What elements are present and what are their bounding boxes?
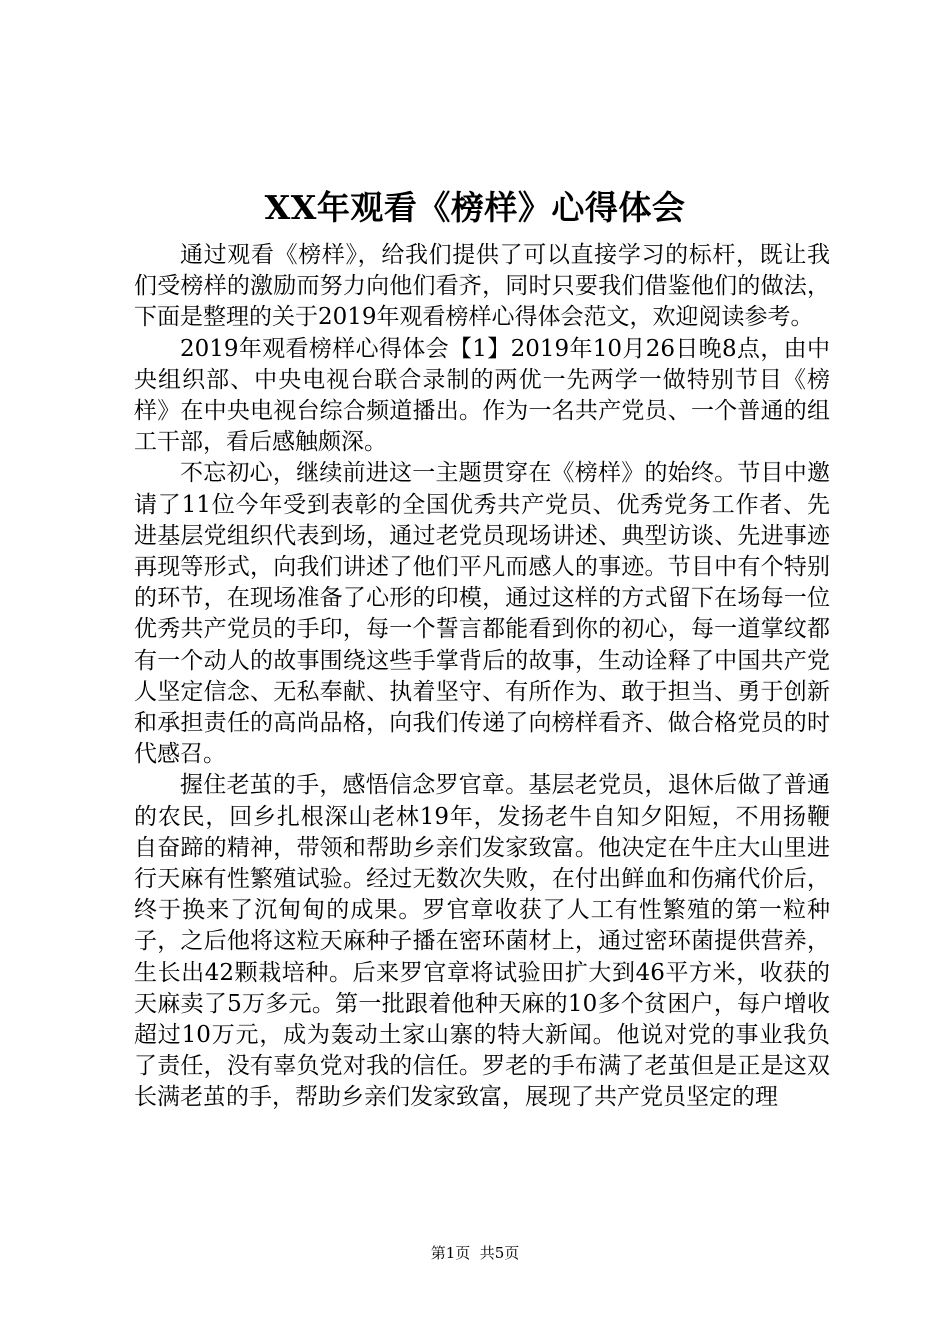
page-title: XX年观看《榜样》心得体会	[264, 188, 686, 227]
page-footer-page-number: 第1页 共5页	[430, 1244, 520, 1262]
paragraph-theme: 不忘初心，继续前进这一主题贯穿在《榜样》的始终。节目中邀请了11位今年受到表彰的全国优秀共产党员、优秀党务工作者、先进基层党组织代表到场，通过老党员现场讲述、典型访谈、先进事迹再现等形式，向我们讲述了他们平凡而感人的事迹。节目中有个特别的环节，在现场准备了心形的印模，通过这样的方式留下在场每一位优秀共产党员的手印，每一个誓言都能看到你的初心，每一道掌纹都有一个动人的故事围绕这些手掌背后的故事，生动诠释了中国共产党人坚定信念、无私奉献、执着坚守、有所作为、敢于担当、勇于创新和承担责任的高尚品格，向我们传递了向榜样看齐、做合格党员的时代感召。	[134, 460, 830, 768]
paragraph-essay-1-opening: 2019年观看榜样心得体会【1】2019年10月26日晚8点，由中央组织部、中央电视台联合录制的两优一先两学一做特别节目《榜样》在中央电视台综合频道播出。作为一名共产党员、一个普通的组工干部，看后感触颇深。	[134, 335, 830, 456]
document-body	[134, 240, 830, 1114]
paragraph-intro: 通过观看《榜样》，给我们提供了可以直接学习的标杆，既让我们受榜样的激励而努力向他们看齐，同时只要我们借鉴他们的做法，下面是整理的关于2019年观看榜样心得体会范文，欢迎阅读参考。	[134, 242, 830, 331]
paragraph-luo-guanzhang: 握住老茧的手，感悟信念罗官章。基层老党员，退休后做了普通的农民，回乡扎根深山老林19年，发扬老牛自知夕阳短，不用扬鞭自奋蹄的精神，带领和帮助乡亲们发家致富。他决定在牛庄大山里进行天麻有性繁殖试验。经过无数次失败，在付出鲜血和伤痛代价后，终于换来了沉甸甸的成果。罗官章收获了人工有性繁殖的第一粒种子，之后他将这粒天麻种子播在密环菌材上，通过密环菌提供营养，生长出42颗栽培种。后来罗官章将试验田扩大到46平方米，收获的天麻卖了5万多元。第一批跟着他种天麻的10多个贫困户，每户增收超过10万元，成为轰动土家山寨的特大新闻。他说对党的事业我负了责任，没有辜负党对我的信任。罗老的手布满了老茧但是正是这双长满老茧的手，帮助乡亲们发家致富，展现了共产党员坚定的理	[134, 772, 830, 1111]
